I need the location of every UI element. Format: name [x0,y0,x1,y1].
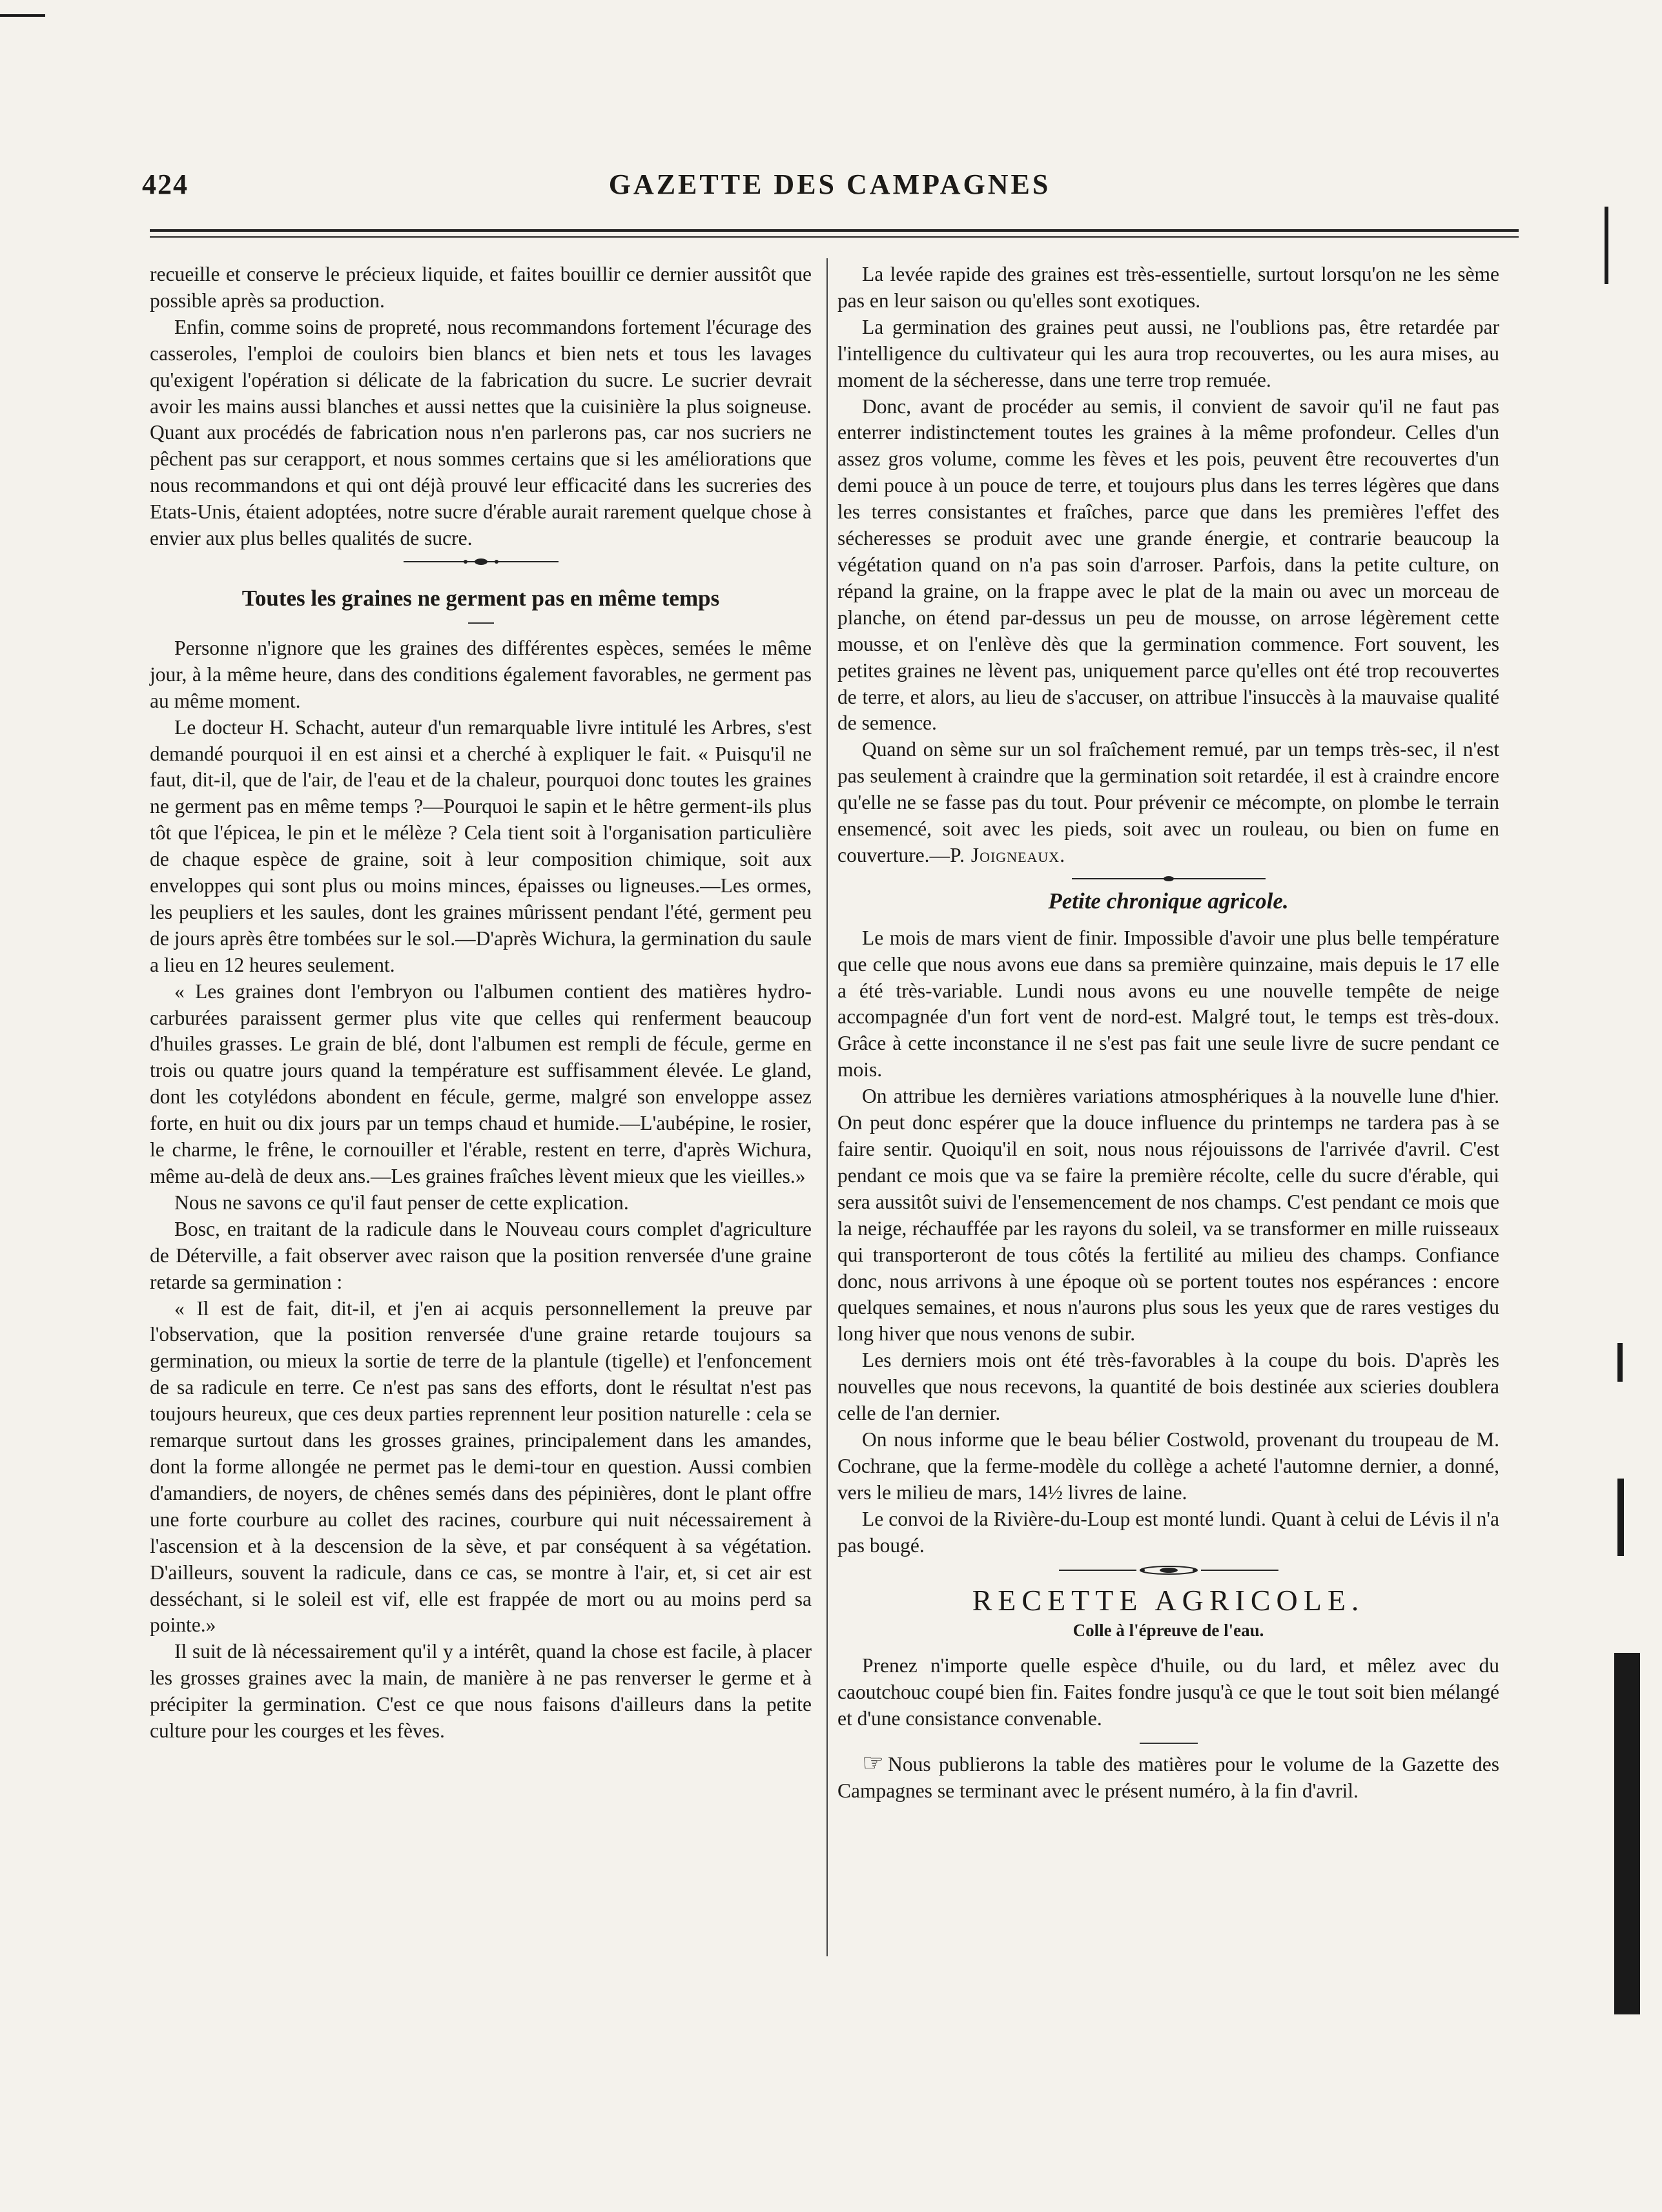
header-rule [150,229,1519,232]
paragraph: Nous ne savons ce qu'il faut penser de cette explication. [174,1191,629,1214]
paragraph: « Il est de fait, dit-il, et j'en ai acquis personnellement la preuve par l'observation, que la position renversée d'une graine retarde toujours sa germination, ou mieux la sortie de terre de la plantule (tigelle) et l'enfoncement de sa radicule en terre. Ce n'est pas sans des efforts, dont le résultat n'est pas toujours heureux, que ces deux parties reprennent leur position naturelle : cela se remarque surtout dans les grosses graines, principalement dans les amandes, dont la forme allongée ne permet pas le demi-tour en question. Aussi combien d'amandiers, de noyers, de chênes semés dans des pépinières, dont le plant offre une forte courbure au collet des racines, courbure qui nuit nécessairement à l'ascension et à la descension de la sève, et par conséquent à sa végétation. D'ailleurs, souvent la radicule, dans ce cas, se montre à l'air, et, si cet air est desséchant, si le soleil est vif, elle est frappée de mort ou au moins perd sa pointe.» [150,1296,812,1637]
right-column [837,261,1499,1805]
paragraph: Les derniers mois ont été très-favorables à la coupe du bois. D'après les nouvelles que nous recevons, la quantité de bois destinée aux scieries doublera celle de l'an dernier. [837,1349,1499,1425]
paragraph: On attribue les dernières variations atmosphériques à la nouvelle lune d'hier. On peut donc espérer que la douce influence du printemps ne tardera pas à se faire sentir. Quoiqu'il en soit, nous nous réjouissons de l'arrivée d'avril. C'est pendant ce mois que va se faire la première récolte, celle du sucre d'érable, qui sera aussitôt suivi de l'ensemencement de nos champs. C'est pendant ce mois que la neige, réchauffée par les rayons du soleil, va se transformer en mille ruisseaux qui transporteront de tous côtés la fertilité au milieu des champs. Confiance donc, nous arrivons à une époque où se portent toutes nos espérances : encore quelques semaines, et nous n'aurons plus sous les yeux que de rares vestiges du long hiver que nous venons de subir. [837,1085,1499,1346]
paragraph: Il suit de là nécessairement qu'il y a intérêt, quand la chose est facile, à placer les grosses graines avec la main, de manière à ne pas renverser le germe et à précipiter la germination. C'est ce que nous faisons d'ailleurs dans la petite culture pour les courges et les fèves. [150,1640,812,1743]
paragraph: Enfin, comme soins de propreté, nous recommandons fortement l'écurage des casseroles, l'emploi de couloirs bien blancs et bien nets et tous les lavages qu'exigent l'opération si délicate de la fabrication du sucre. Le sucrier devrait avoir les mains aussi blanches et aussi nettes que la cuisinière la plus soigneuse. Quant aux procédés de fabrication nous n'en parlerons pas, car nos sucriers ne pêchent pas sur cerapport, et nous sommes certains que si les améliorations que nous recommandons et qui ont déjà prouvé leur efficacité dans les sucreries des Etats-Unis, étaient adoptées, notre sucre d'érable aurait rarement quelque chose à envier aux plus belles qualités de sucre. [150,315,812,550]
paragraph: Le convoi de la Rivière-du-Loup est monté lundi. Quant à celui de Lévis il n'a pas bougé. [837,1507,1499,1557]
running-title: GAZETTE DES CAMPAGNES [608,169,1051,200]
ornament-divider [1072,874,1266,883]
paragraph: Le docteur H. Schacht, auteur d'un remarquable livre intitulé les Arbres, s'est demandé pourquoi il en est ainsi et a cherché à expliquer le fait. « Puisqu'il ne faut, dit-il, que de l'air, de l'eau et de la chaleur, pourquoi donc toutes les graines ne germent pas en même temps ?—Pourquoi le sapin et le hêtre germent-ils plus tôt que l'épicea, le pin et le mélèze ? Cela tient soit à l'organisation particulière de chaque espèce de graine, soit à leur composition chimique, soit aux enveloppes qui sont plus ou moins minces, épaisses ou ligneuses.—Les ormes, les peupliers et les saules, dont les graines mûrissent pendant l'été, germent peu de jours après être tombées sur le sol.—D'après Wichura, la germination du saule a lieu en 12 heures seulement. [150,715,812,976]
notice-text: Nous publierons la table des matières pour le volume de la Gazette des Campagnes se terminant avec le présent numéro, à la fin d'avril. [837,1753,1499,1802]
ornament-divider [404,557,559,566]
section-title: Toutes les graines ne germent pas en même temps [241,585,720,611]
paragraph: Prenez n'importe quelle espèce d'huile, ou du lard, et mêlez avec du caoutchouc coupé bien fin. Faites fondre jusqu'à ce que le tout soit bien mélangé et d'une consistance convenable. [837,1654,1499,1730]
paragraph-text: Quand on sème sur un sol fraîchement remué, par un temps très-sec, il n'est pas seulement à craindre que la germination soit retardée, il est à craindre encore qu'elle ne se fasse pas du tout. Pour prévenir ce mécompte, on plombe le terrain ensemencé, soit avec les pieds, soit avec un rouleau, ou bien on fume en couverture.— [837,738,1499,866]
chronique-title: Petite chronique agricole. [1048,888,1289,914]
column-divider [826,258,828,1956]
header-rule [150,236,1519,238]
scan-edge-mark [1605,207,1608,284]
scan-edge-mark [1614,1653,1640,2014]
recette-title: RECETTE AGRICOLE. [972,1583,1365,1617]
short-rule [1140,1743,1198,1744]
paragraph: Personne n'ignore que les graines des différentes espèces, semées le même jour, à la même heure, dans des conditions également favorables, ne germent pas au même moment. [150,636,812,712]
paragraph [837,737,1499,869]
left-column [150,261,812,1745]
paragraph: On nous informe que le beau bélier Costwold, provenant du troupeau de M. Cochrane, que la ferme-modèle du collège a acheté l'automne dernier, a donné, vers le milieu de mars, 14½ livres de laine. [837,1428,1499,1504]
author-signature: P. Joigneaux. [950,843,1066,866]
paragraph: La levée rapide des graines est très-essentielle, surtout lorsqu'on ne les sème pas en leur saison ou qu'elles sont exotiques. [837,263,1499,312]
scan-edge-mark [0,14,45,17]
paragraph: Le mois de mars vient de finir. Impossible d'avoir une plus belle température que celle que nous avons eue dans sa première quinzaine, mais depuis le 17 elle a été très-variable. Lundi nous avons eu une nouvelle tempête de neige accompagnée d'un fort vent de nord-est. Malgré tout, le temps est très-doux. Grâce à cette inconstance il ne s'est pas fait une seule livre de sucre pendant ce mois. [837,926,1499,1081]
scan-edge-mark [1617,1479,1624,1556]
paragraph: Bosc, en traitant de la radicule dans le Nouveau cours complet d'agriculture de Déterville, a fait observer avec raison que la position renversée d'une graine retarde sa germination : [150,1217,812,1293]
page-header [142,168,1517,213]
short-rule [468,622,494,624]
paragraph: La germination des graines peut aussi, ne l'oublions pas, être retardée par l'intelligence du cultivateur qui les aura trop recouvertes, ou les aura mises, au moment de la sécheresse, dans une terre trop remuée. [837,315,1499,391]
scan-edge-mark [1617,1343,1623,1382]
paragraph: recueille et conserve le précieux liquide, et faites bouillir ce dernier aussitôt que possible après sa production. [150,263,812,312]
paragraph: Donc, avant de procéder au semis, il convient de savoir qu'il ne faut pas enterrer indistinctement toutes les graines à la même profondeur. Celles d'un assez gros volume, comme les fèves et les pois, peuvent être recouvertes d'un demi pouce à un pouce de terre, et toujours plus dans les terres légères que dans les terres consistantes et fraîches, parce que dans les premières l'effet des sécheresses se produit avec une grande énergie, et contrarie beaucoup la végétation quand on n'a pas soin d'arroser. Parfois, dans la petite culture, on répand la graine, on la frappe avec le plat de la main ou avec un morceau de planche, on étend par-dessus un peu de mousse, on arrose légèrement cette mousse, et on l'enlève dès que la germination commence. Fort souvent, les petites graines ne lèvent pas, uniquement parce qu'elles ont été trop recouvertes de terre, et alors, au lieu de s'accuser, on attribue l'insuccès à la mauvaise qualité de semence. [837,394,1499,735]
notice-paragraph [837,1750,1499,1805]
page-number: 424 [142,169,189,200]
paragraph: « Les graines dont l'embryon ou l'albumen contient des matières hydro-carburées paraissent germer plus vite que celles qui renferment beaucoup d'huiles grasses. Le grain de blé, dont l'albumen est rempli de fécule, germe en trois ou quatre jours quand la température est suffisamment élevée. Le gland, dont les cotylédons abondent en fécule, germe, malgré son enveloppe assez forte, en huit ou dix jours par un temps chaud et humide.—L'aubépine, le rosier, le charme, le frêne, le cornouiller et l'érable, restent en terre, d'après Wichura, même au-delà de deux ans.—Les graines fraîches lèvent mieux que les vieilles.» [150,979,812,1187]
ornament-divider [1059,1564,1278,1576]
recette-subtitle: Colle à l'épreuve de l'eau. [1072,1621,1264,1641]
pointing-hand-icon: ☞ [862,1750,885,1777]
